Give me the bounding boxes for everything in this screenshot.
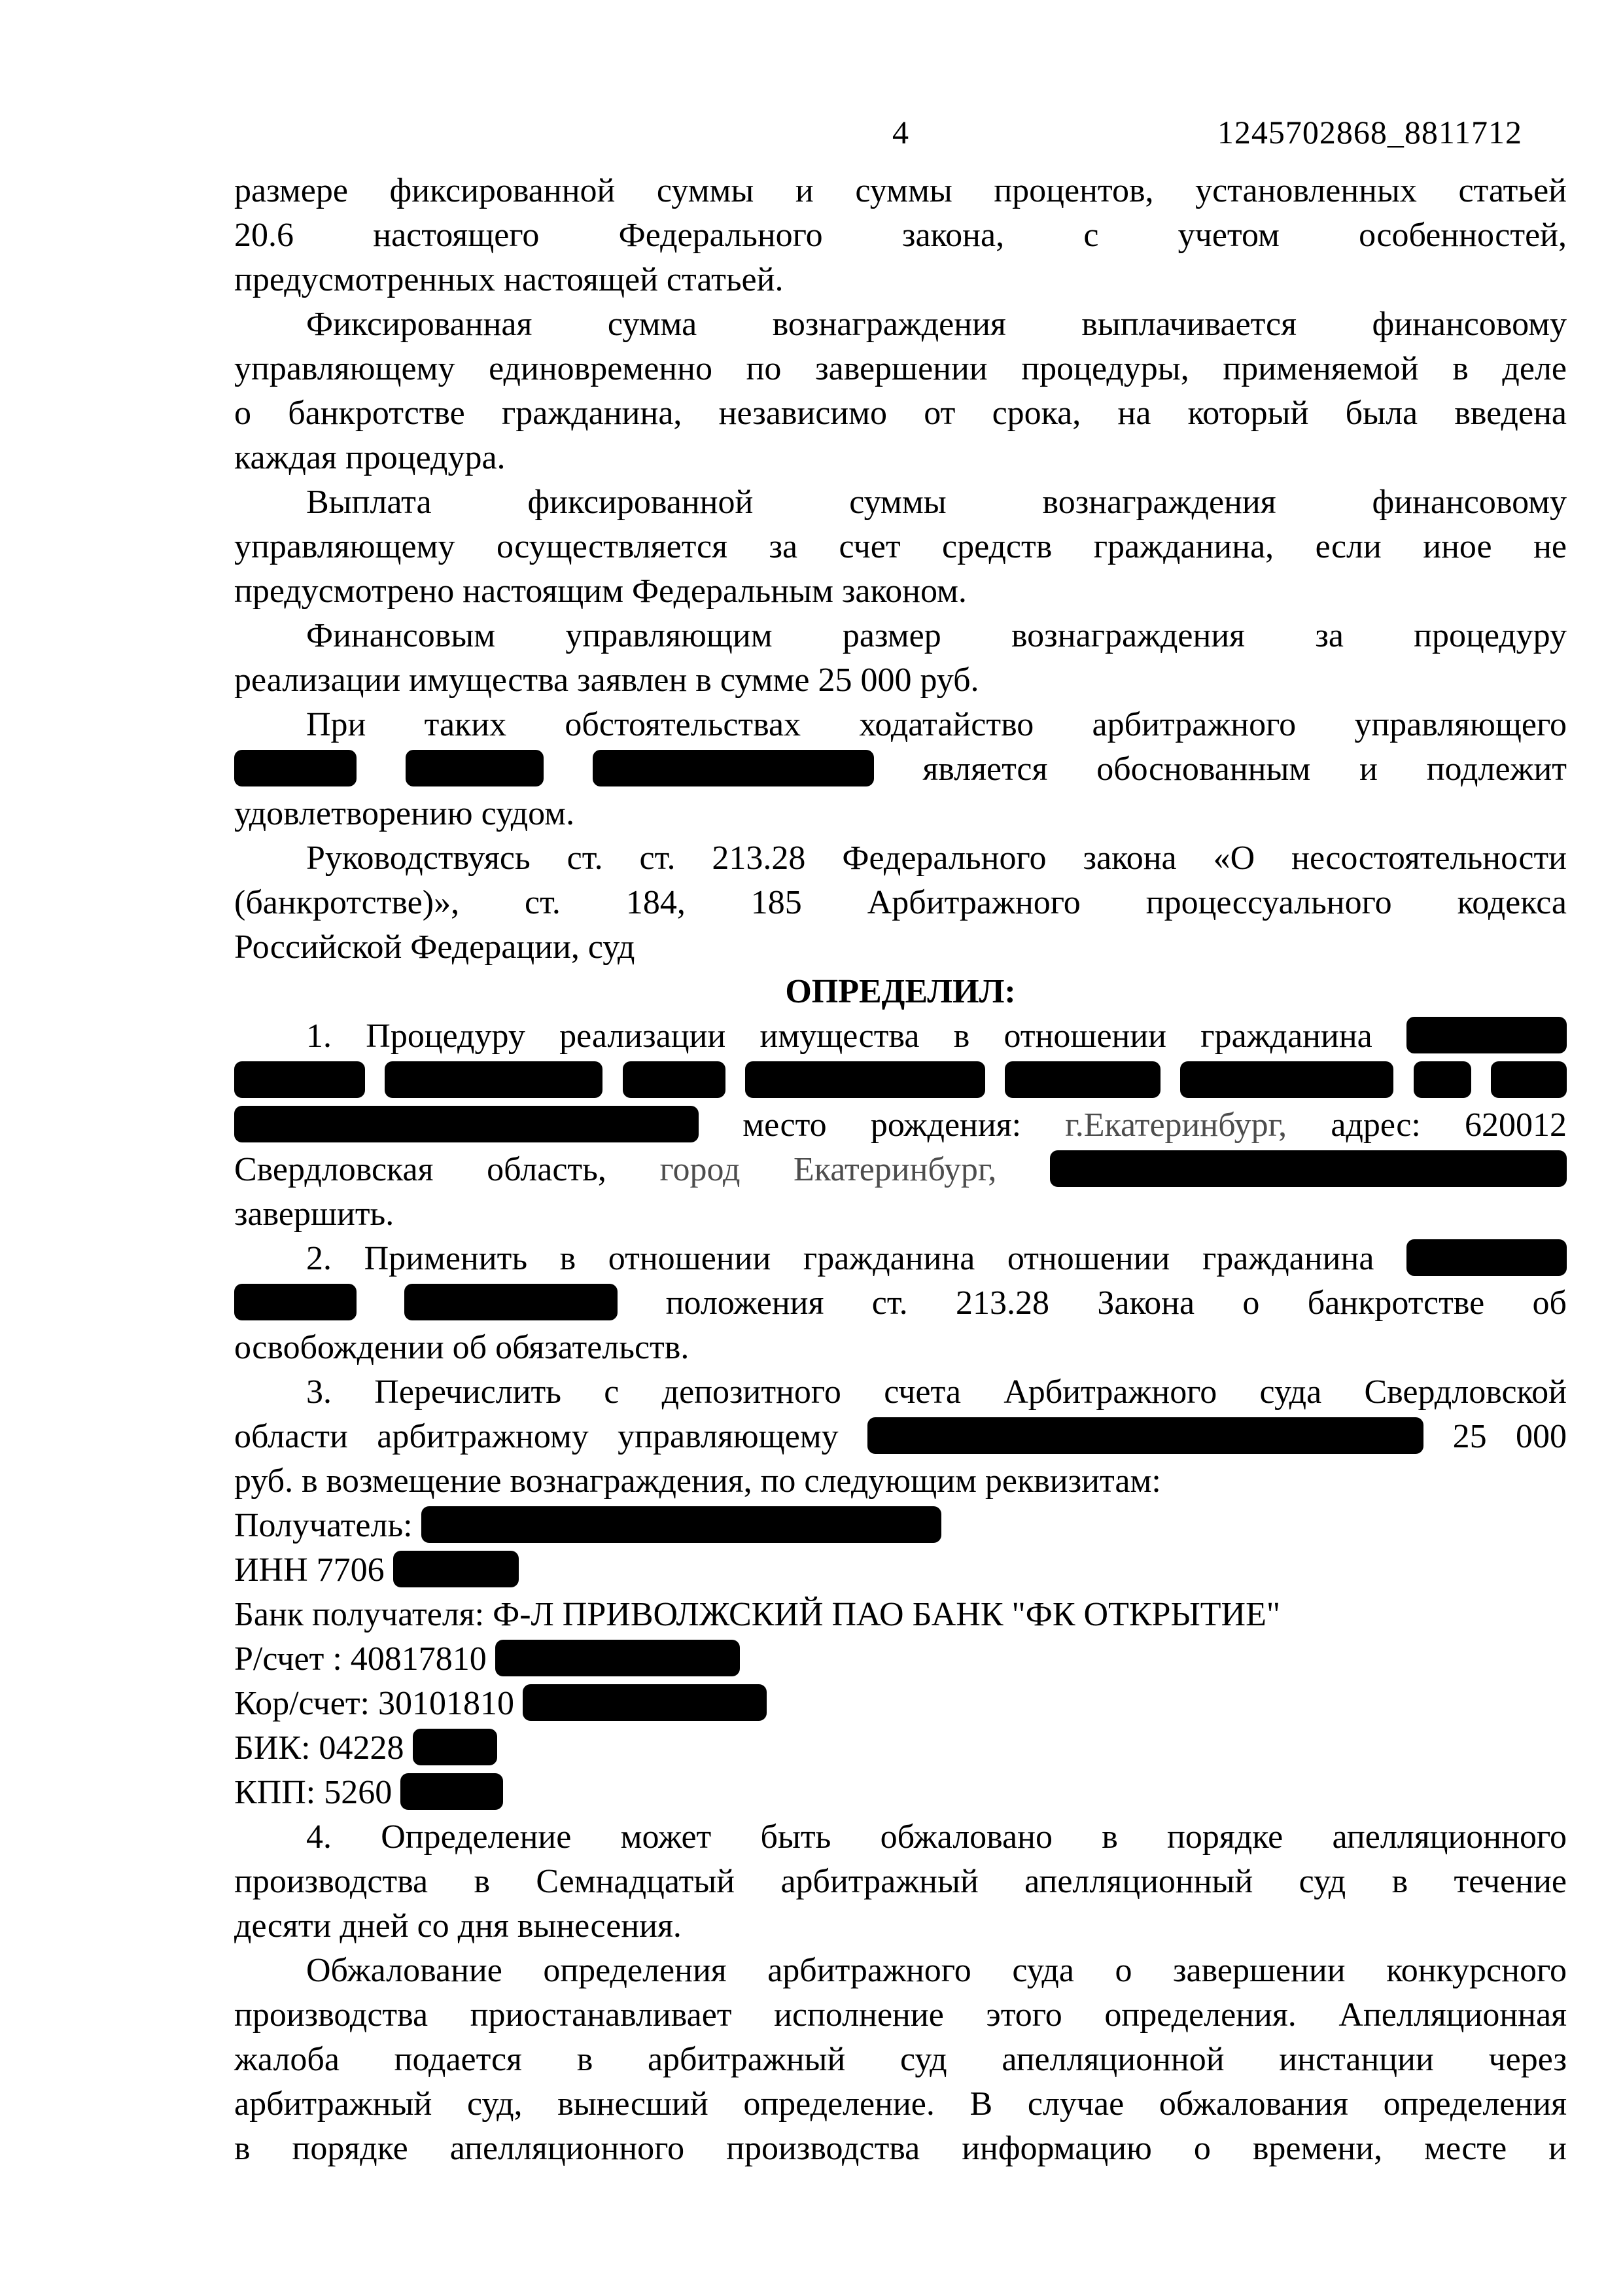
- document-line: [234, 525, 1567, 569]
- document-line: [234, 925, 1567, 970]
- document-line: [234, 347, 1567, 391]
- document-line: [234, 1014, 1567, 1059]
- document-line: [234, 703, 1567, 747]
- document-line: [234, 1326, 1567, 1370]
- text-run: Выплата фиксированной суммы вознаграждения финансовому: [306, 484, 1567, 521]
- text-run: положения ст. 213.28 Закона о банкротстве об: [665, 1284, 1567, 1322]
- redaction-box: [406, 750, 544, 786]
- redaction-box: [404, 1284, 618, 1320]
- text-run: КПП: 5260: [234, 1774, 393, 1811]
- text-run: реализации имущества заявлен в сумме 25 000 руб.: [234, 662, 979, 699]
- document-line: [234, 836, 1567, 881]
- text-run: место рождения:: [742, 1106, 1022, 1144]
- document-line: [234, 881, 1567, 925]
- document-line: [234, 970, 1567, 1014]
- redaction-box: [745, 1061, 985, 1098]
- text-run: десяти дней со дня вынесения.: [234, 1907, 682, 1945]
- document-line: [234, 1459, 1567, 1504]
- redaction-box: [1406, 1239, 1567, 1276]
- text-run: в порядке апелляционного производства информацию о времени, месте и: [234, 2130, 1567, 2167]
- document-line: [234, 1593, 1567, 1637]
- text-run: 20.6 настоящего Федерального закона, с учетом особенностей,: [234, 217, 1567, 254]
- document-line: [234, 213, 1567, 258]
- document-line: [234, 302, 1567, 347]
- document-line: [234, 1726, 1567, 1771]
- text-run: адрес: 620012: [1331, 1106, 1567, 1144]
- text-run: освобождении об обязательств.: [234, 1329, 689, 1366]
- document-line: [234, 1059, 1567, 1103]
- document-line: [234, 1237, 1567, 1281]
- document-line: [234, 1637, 1567, 1682]
- document-line: [234, 792, 1567, 836]
- ruling-heading: ОПРЕДЕЛИЛ:: [785, 973, 1016, 1010]
- text-run: Получатель:: [234, 1507, 413, 1544]
- text-run: Обжалование определения арбитражного суда о завершении конкурсного: [306, 1952, 1567, 1989]
- page-header: [234, 111, 1567, 153]
- text-run: Фиксированная сумма вознаграждения выплачивается финансовому: [306, 306, 1567, 343]
- document-line: [234, 1771, 1567, 1815]
- text-run: При таких обстоятельствах ходатайство арбитражного управляющего: [306, 706, 1567, 743]
- text-run: Р/счет : 40817810: [234, 1640, 487, 1678]
- redaction-box: [623, 1061, 725, 1098]
- document-line: [234, 1860, 1567, 1904]
- text-run: БИК: 04228: [234, 1729, 404, 1767]
- redaction-box: [234, 750, 357, 786]
- document-line: [234, 569, 1567, 614]
- text-run: Финансовым управляющим размер вознаграждения за процедуру: [306, 617, 1567, 654]
- text-run: 4. Определение может быть обжаловано в порядке апелляционного: [306, 1818, 1567, 1856]
- text-run: предусмотрено настоящим Федеральным законом.: [234, 573, 967, 610]
- document-line: [234, 614, 1567, 658]
- redaction-box: [421, 1506, 941, 1543]
- redaction-box: [867, 1417, 1423, 1454]
- document-line: [234, 1504, 1567, 1548]
- document-line: [234, 1148, 1567, 1192]
- text-run: Банк получателя: Ф-Л ПРИВОЛЖСКИЙ ПАО БАНК "ФК ОТКРЫТИЕ": [234, 1596, 1281, 1633]
- redaction-box: [400, 1773, 503, 1810]
- redaction-box: [495, 1640, 740, 1676]
- document-line: [234, 1815, 1567, 1860]
- text-run: о банкротстве гражданина, независимо от срока, на который была введена: [234, 395, 1567, 432]
- text-run: Российской Федерации, суд: [234, 928, 635, 966]
- redaction-box: [234, 1106, 699, 1142]
- document-line: [234, 2127, 1567, 2171]
- document-line: [234, 169, 1567, 213]
- text-run: арбитражный суд, вынесший определение. В случае обжалования определения: [234, 2085, 1567, 2123]
- text-run: 2. Применить в отношении гражданина отношении гражданина: [306, 1240, 1374, 1277]
- document-line: [234, 391, 1567, 436]
- document-line: [234, 1415, 1567, 1459]
- document-lines: [234, 169, 1567, 2171]
- document-line: [234, 1548, 1567, 1593]
- gray-text-run: город Екатеринбург,: [659, 1151, 997, 1188]
- document-line: [234, 1993, 1567, 2038]
- text-run: завершить.: [234, 1195, 394, 1233]
- text-run: управляющему осуществляется за счет средств гражданина, если иное не: [234, 528, 1567, 565]
- redaction-box: [234, 1061, 365, 1098]
- redaction-box: [1180, 1061, 1393, 1098]
- gray-text-run: г.Екатеринбург,: [1065, 1106, 1287, 1144]
- text-run: производства приостанавливает исполнение этого определения. Апелляционная: [234, 1996, 1567, 2034]
- document-line: [234, 1949, 1567, 1993]
- redaction-box: [413, 1729, 497, 1765]
- redaction-box: [1050, 1150, 1567, 1187]
- text-run: руб. в возмещение вознаграждения, по следующим реквизитам:: [234, 1462, 1161, 1500]
- redaction-box: [385, 1061, 602, 1098]
- page-number: 4: [892, 114, 909, 150]
- redaction-box: [1406, 1017, 1567, 1053]
- text-run: каждая процедура.: [234, 439, 506, 476]
- document-line: [234, 2082, 1567, 2127]
- text-run: является обоснованным и подлежит: [922, 751, 1567, 788]
- text-run: Руководствуясь ст. ст. 213.28 Федерального закона «О несостоятельности: [306, 839, 1567, 877]
- text-run: 1. Процедуру реализации имущества в отношении гражданина: [306, 1017, 1372, 1055]
- redaction-box: [1491, 1061, 1567, 1098]
- text-run: размере фиксированной суммы и суммы процентов, установленных статьей: [234, 172, 1567, 209]
- text-run: жалоба подается в арбитражный суд апелляционной инстанции через: [234, 2041, 1567, 2078]
- document-line: [234, 1103, 1567, 1148]
- text-run: управляющему единовременно по завершении процедуры, применяемой в деле: [234, 350, 1567, 387]
- document-line: [234, 1682, 1567, 1726]
- redaction-box: [393, 1551, 519, 1587]
- text-run: 3. Перечислить с депозитного счета Арбитражного суда Свердловской: [306, 1373, 1567, 1411]
- text-run: (банкротстве)», ст. 184, 185 Арбитражного процессуального кодекса: [234, 884, 1567, 921]
- text-run: Кор/счет: 30101810: [234, 1685, 514, 1722]
- text-run: производства в Семнадцатый арбитражный апелляционный суд в течение: [234, 1863, 1567, 1900]
- document-line: [234, 258, 1567, 302]
- redaction-box: [523, 1684, 767, 1721]
- document-line: [234, 1192, 1567, 1237]
- text-run: Свердловская область,: [234, 1151, 606, 1188]
- document-line: [234, 436, 1567, 480]
- redaction-box: [234, 1284, 357, 1320]
- document-line: [234, 658, 1567, 703]
- document-line: [234, 480, 1567, 525]
- text-run: удовлетворению судом.: [234, 795, 575, 832]
- text-run: предусмотренных настоящей статьей.: [234, 261, 784, 298]
- text-run: области арбитражному управляющему: [234, 1418, 839, 1455]
- redaction-box: [593, 750, 874, 786]
- document-line: [234, 747, 1567, 792]
- document-line: [234, 1281, 1567, 1326]
- document-line: [234, 1370, 1567, 1415]
- text-run: ИНН 7706: [234, 1551, 385, 1589]
- document-line: [234, 1904, 1567, 1949]
- redaction-box: [1414, 1061, 1471, 1098]
- redaction-box: [1005, 1061, 1161, 1098]
- document-line: [234, 2038, 1567, 2082]
- document-number: 1245702868_8811712: [1217, 114, 1522, 150]
- text-run: 25 000: [1452, 1418, 1567, 1455]
